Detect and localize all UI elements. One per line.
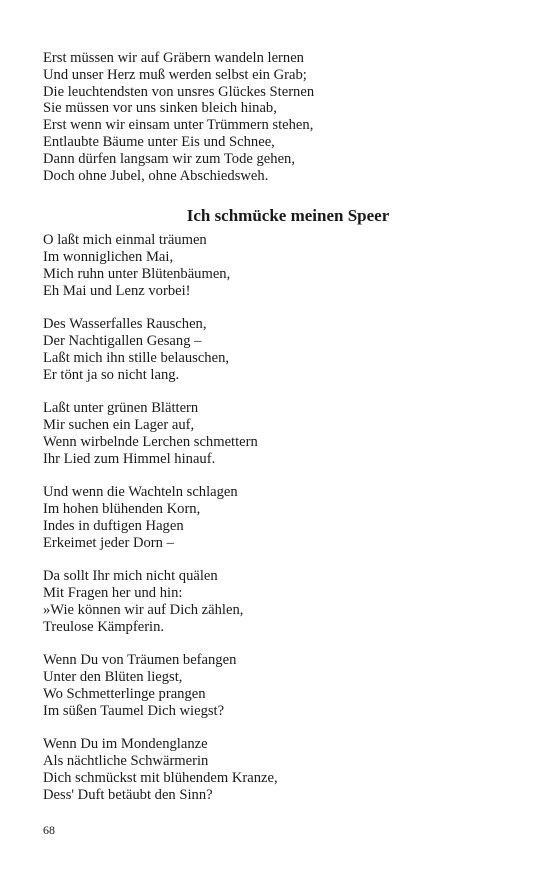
- verse-line: Als nächtliche Schwärmerin: [43, 753, 209, 770]
- verse-line: Und wenn die Wachteln schlagen: [43, 484, 238, 501]
- verse-line: Laßt unter grünen Blättern: [43, 400, 199, 417]
- stanza-gap: [43, 300, 513, 317]
- stanza-gap: [43, 468, 513, 485]
- verse-line: Des Wasserfalles Rauschen,: [43, 316, 207, 333]
- verse-line: Da sollt Ihr mich nicht quälen: [43, 568, 218, 585]
- verse-line: Unter den Blüten liegst,: [43, 669, 183, 686]
- page-body: [43, 50, 513, 803]
- verse-line: Erst müssen wir auf Gräbern wandeln lernen: [43, 50, 304, 66]
- verse-line: Mit Fragen her und hin:: [43, 585, 183, 602]
- poem-title: Ich schmücke meinen Speer: [186, 206, 390, 226]
- verse-line: Dess' Duft betäubt den Sinn?: [43, 786, 213, 803]
- verse-line: Wenn Du im Mondenglanze: [43, 736, 208, 753]
- stanza-7: [43, 736, 513, 803]
- stanza-6: [43, 652, 513, 719]
- stanza-5: [43, 568, 513, 635]
- verse-line: Im wonniglichen Mai,: [43, 249, 174, 266]
- verse-line: Im hohen blühenden Korn,: [43, 501, 201, 518]
- stanza-gap: [43, 719, 513, 736]
- stanza-gap: [43, 636, 513, 653]
- stanza-1: [43, 232, 513, 299]
- verse-line: Treulose Kämpferin.: [43, 618, 165, 635]
- verse-line: »Wie können wir auf Dich zählen,: [43, 601, 244, 618]
- stanza-4: [43, 484, 513, 551]
- verse-line: Wenn Du von Träumen befangen: [43, 652, 237, 669]
- verse-line: Erst wenn wir einsam unter Trümmern stehen,: [43, 117, 314, 134]
- verse-line: Im süßen Taumel Dich wiegst?: [43, 702, 225, 719]
- verse-line: Indes in duftigen Hagen: [43, 517, 184, 534]
- verse-line: O laßt mich einmal träumen: [43, 232, 207, 249]
- stanza-gap: [43, 384, 513, 401]
- verse-line: Eh Mai und Lenz vorbei!: [43, 282, 191, 299]
- verse-line: Und unser Herz muß werden selbst ein Grab;: [43, 66, 307, 83]
- verse-line: Die leuchtendsten von unsres Glückes Sternen: [43, 83, 315, 100]
- prelude-stanza: [43, 50, 513, 184]
- verse-line: Wo Schmetterlinge prangen: [43, 685, 206, 702]
- verse-line: Der Nachtigallen Gesang –: [43, 333, 202, 350]
- stanza-3: [43, 400, 513, 467]
- verse-line: Doch ohne Jubel, ohne Abschiedsweh.: [43, 167, 269, 184]
- verse-line: Laßt mich ihn stille belauschen,: [43, 349, 230, 366]
- verse-line: Er tönt ja so nicht lang.: [43, 366, 180, 383]
- page-number: 68: [43, 823, 55, 837]
- verse-line: Mich ruhn unter Blütenbäumen,: [43, 265, 231, 282]
- verse-line: Entlaubte Bäume unter Eis und Schnee,: [43, 133, 275, 150]
- verse-line: Mir suchen ein Lager auf,: [43, 417, 195, 434]
- verse-line: Ihr Lied zum Himmel hinauf.: [43, 450, 216, 467]
- verse-line: Sie müssen vor uns sinken bleich hinab,: [43, 100, 277, 117]
- verse-line: Erkeimet jeder Dorn –: [43, 534, 174, 551]
- stanza-2: [43, 316, 513, 383]
- verse-line: Dich schmückst mit blühendem Kranze,: [43, 769, 278, 786]
- verse-line: Dann dürfen langsam wir zum Tode gehen,: [43, 150, 295, 167]
- verse-line: Wenn wirbelnde Lerchen schmettern: [43, 433, 258, 450]
- stanza-gap: [43, 552, 513, 569]
